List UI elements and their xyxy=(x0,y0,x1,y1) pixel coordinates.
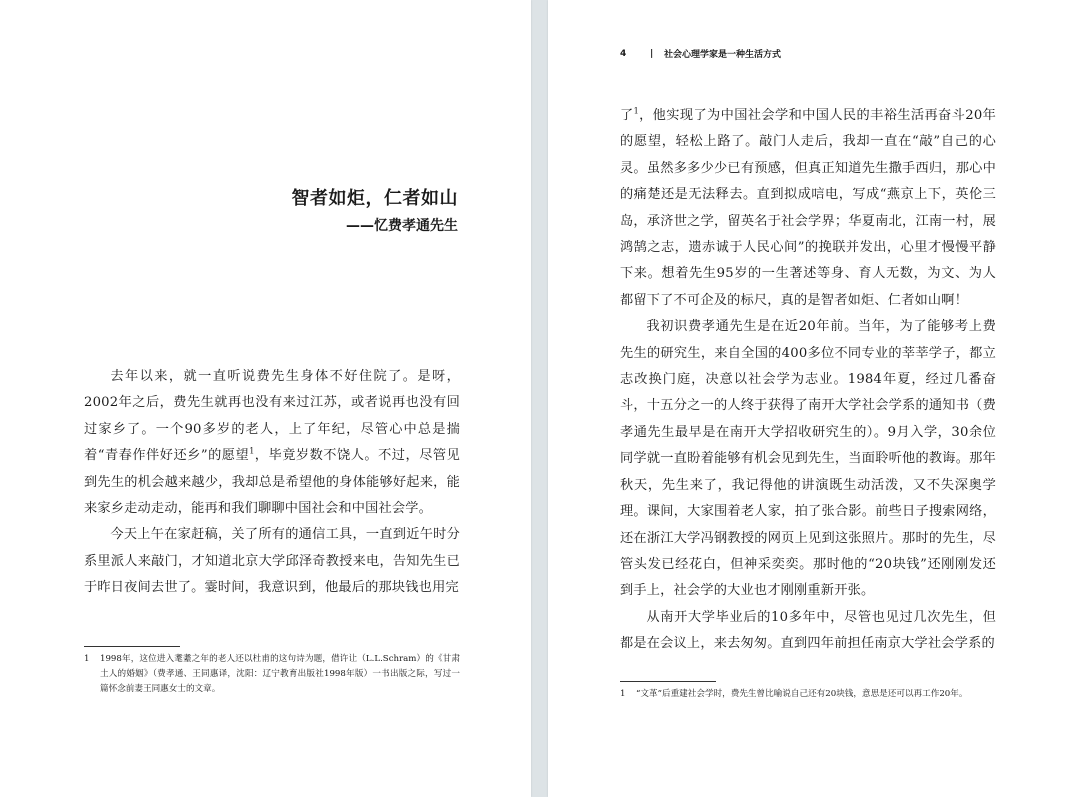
left-page xyxy=(0,0,531,797)
footnote-divider xyxy=(620,681,716,682)
footnote-ref[interactable]: 1 xyxy=(633,106,639,116)
running-header xyxy=(620,47,781,60)
footnote-number: 1 xyxy=(620,689,626,699)
footnote-number: 1 xyxy=(84,654,90,664)
footnote-text: “文革”后重建社会学时，费先生曾比喻说自己还有20块钱，意思是还可以再工作20年。 xyxy=(636,689,968,699)
header-separator: | xyxy=(650,48,654,59)
chapter-title: 智者如炬，仁者如山 xyxy=(291,188,458,209)
footnote xyxy=(620,687,1030,702)
footnote xyxy=(84,652,460,697)
paragraph: 了$^1$，他实现了为中国社会学和中国人民的丰裕生活再奋斗20年的愿望，轻松上路了。敲门人走后，我却一直在“敲”自己的心灵。虽然多多少少已有预感，但真正知道先生撒手西归，那心中的痛楚还是无法释去。直到拟成唁电，写成“燕京上下，英伦三岛，承济世之学，留英名于社会学界；华夏南北，江南一村，展鸿鹄之志，遗赤诚于人民心间”的挽联并发出，心里才慢慢平静下来。想着先生95岁的一生著述等身、育人无数，为文、为人都留下了不可企及的标尺，真的是智者如炬、仁者如山啊！ xyxy=(620,106,996,308)
page-number: 4 xyxy=(620,48,627,59)
footnote-ref[interactable]: 1 xyxy=(249,446,255,456)
paragraph: 去年以来，就一直听说费先生身体不好住院了。是呀，2002年之后，费先生就再也没有来过江苏，或者说再也没有回过家乡了。一个90多岁的老人，上了年纪，尽管心中总是揣着“青春作伴好还乡”的愿望$^1$，毕竟岁数不饶人。不过，尽管见到先生的机会越来越少，我却总是希望他的身体能够好起来，能来家乡走动走动，能再和我们聊聊中国社会和中国社会学。 xyxy=(84,369,460,517)
book-title: 社会心理学家是一种生活方式 xyxy=(664,50,782,60)
right-page xyxy=(548,0,1080,797)
paragraph: 从南开大学毕业后的10多年中，尽管也见过几次先生，但都是在会议上，来去匆匆。直到四年前担任南京大学社会学系的 xyxy=(620,609,996,652)
paragraph: 今天上午在家赶稿，关了所有的通信工具，一直到近午时分系里派人来敲门，才知道北京大学邱泽奇教授来电，告知先生已于昨日夜间去世了。霎时间，我意识到，他最后的那块钱也用完 xyxy=(84,527,460,596)
paragraph: 我初识费孝通先生是在近20年前。当年，为了能够考上费先生的研究生，来自全国的400多位不同专业的莘莘学子，都立志改换门庭，决意以社会学为志业。1984年夏，经过几番奋斗，十五分之一的人终于获得了南开大学社会学系的通知书（费孝通先生最早是在南开大学招收研究生的）。9月入学，30余位同学就一直盼着能够有机会见到先生，当面聆听他的教诲。那年秋天，先生来了，我记得他的讲演既生动活泼，又不失深奥学理。课间，大家围着老人家，拍了张合影。前些日子搜索网络，还在浙江大学冯钢教授的网页上见到这张照片。那时的先生，尽管头发已经花白，但神采奕奕。那时他的“20块钱”还刚刚发还到手上，社会学的大业也才刚刚重新开张。 xyxy=(620,319,996,599)
chapter-subtitle: ——忆费孝通先生 xyxy=(346,218,458,234)
footnote-text: 1998年，这位进入耄耋之年的老人还以杜甫的这句诗为题，借许让（L.L.Schram）的《甘肃土人的婚姻》（费孝通、王同惠译，沈阳：辽宁教育出版社1998年版）一书出版之际，写过一篇怀念前妻王同惠女士的文章。 xyxy=(100,654,460,694)
chapter-title-block xyxy=(292,186,459,238)
right-body-text xyxy=(620,103,996,658)
left-body-text xyxy=(84,364,460,602)
footnote-divider xyxy=(84,646,180,647)
